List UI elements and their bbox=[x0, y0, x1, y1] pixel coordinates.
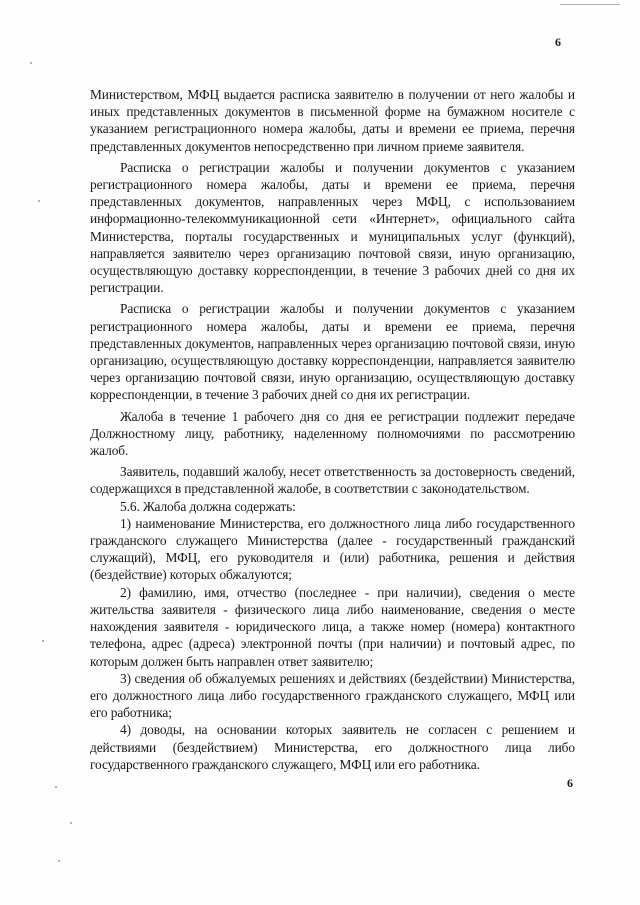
scan-speck bbox=[42, 640, 44, 642]
list-item-3: 3) сведения об обжалуемых решениях и действиях (бездействии) Министерства, его должностного лица либо государственного гражданского служащего, МФЦ или его работника; bbox=[90, 670, 575, 721]
paragraph-receipt-in-person: Министерством, МФЦ выдается расписка заявителю в получении от него жалобы и иных представленных документов в письменной форме на бумажном носителе с указанием регистрационного номера жалобы, даты и времени ее приема, перечня представленных документов непосредственно при личном приеме заявителя. bbox=[90, 87, 575, 154]
paragraph-receipt-postal: Расписка о регистрации жалобы и получении документов с указанием регистрационного номера жалобы, даты и времени ее приема, перечня представленных документов, направленных через организацию почтовой связи, иную организацию, осуществляющую доставку корреспонденции, направляется заявителю через организацию почтовой связи, иную организацию, осуществляющую доставку корреспонденции, в течение 3 рабочих дней со дня их регистрации. bbox=[90, 301, 575, 403]
scan-speck bbox=[30, 62, 32, 64]
list-item-4: 4) доводы, на основании которых заявитель не согласен с решением и действиями (бездействием) Министерства, его должностного лица либо государственного гражданского служащего, МФЦ или его работника. bbox=[90, 722, 575, 772]
list-item-2: 2) фамилию, имя, отчество (последнее - при наличии), сведения о месте жительства заявителя - физического лица либо наименование, сведения о месте нахождения заявителя - юридического лица, а также номер (номера) контактного телефона, адрес (адреса) электронной почты (при наличии) и почтовый адрес, по которым должен быть направлен ответ заявителю; bbox=[90, 584, 575, 669]
list-item-1: 1) наименование Министерства, его должностного лица либо государственного гражданского служащего Министерства (далее - государственный гражданский служащий), МФЦ, его руководителя и (или) работника, решения и действия (бездействие) которых обжалуются; bbox=[90, 515, 575, 583]
page-number-top: 6 bbox=[555, 35, 561, 49]
page-number-bottom: 6 bbox=[567, 776, 573, 790]
section-heading-5-6: 5.6. Жалоба должна содержать: bbox=[120, 498, 296, 514]
paragraph-applicant-responsibility: Заявитель, подавший жалобу, несет ответственность за достоверность сведений, содержащихся в представленной жалобе, в соответствии с законодательством. bbox=[90, 464, 575, 497]
paragraph-receipt-online: Расписка о регистрации жалобы и получении документов с указанием регистрационного номера жалобы, даты и времени ее приема, перечня представленных документов, направленных через МФЦ, с использованием информационно-телекоммуникационной сети «Интернет», официального сайта Министерства, порталы государственных и муниципальных услуг (функций), направляется заявителю через организацию почтовой связи, иную организацию, осуществляющую доставку корреспонденции, в течение 3 рабочих дней со дня их регистрации. bbox=[90, 159, 575, 296]
document-body bbox=[90, 86, 575, 773]
scan-speck bbox=[55, 786, 57, 788]
scan-speck bbox=[58, 860, 60, 862]
scan-speck bbox=[38, 200, 40, 202]
scan-speck bbox=[70, 822, 72, 824]
scan-artifact-line bbox=[560, 4, 620, 5]
paragraph-complaint-transfer: Жалоба в течение 1 рабочего дня со дня ее регистрации подлежит передаче Должностному лицу, работнику, наделенному полномочиями по рассмотрению жалоб. bbox=[90, 408, 575, 459]
